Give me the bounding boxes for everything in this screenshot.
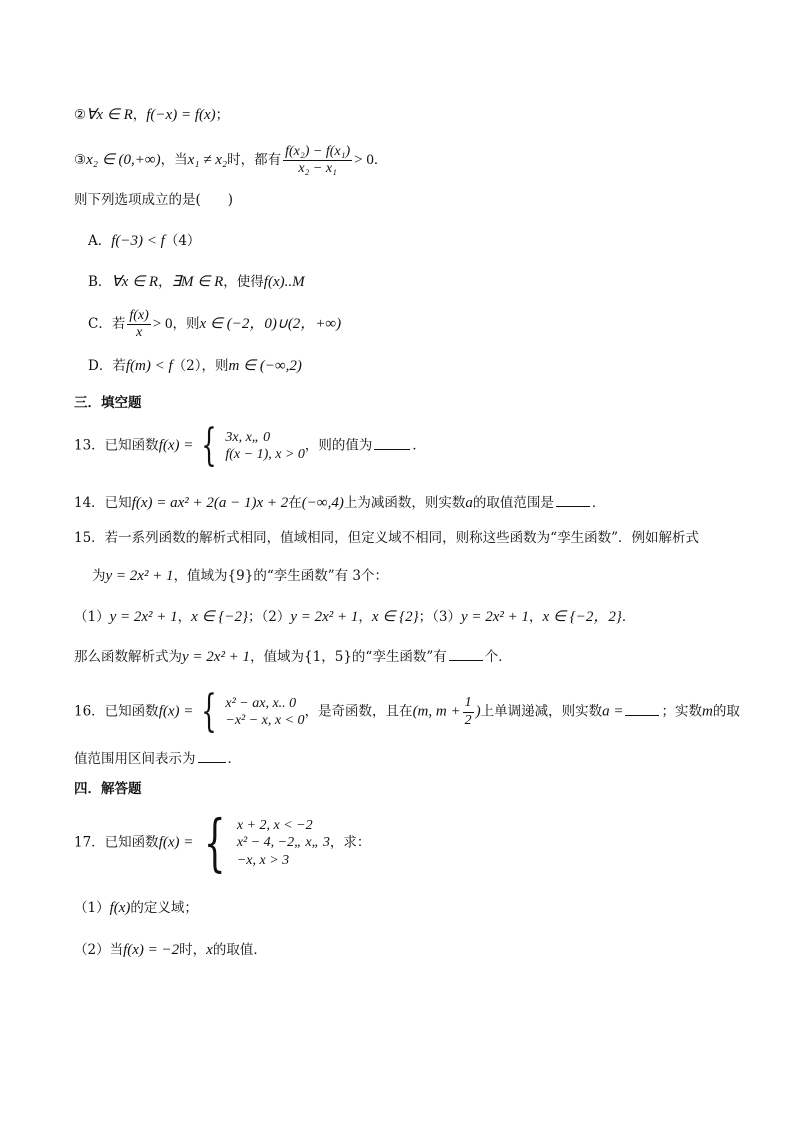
option-b-math1: ∀x ∈ R <box>111 274 159 290</box>
q14-math1: f(x) = ax² + 2(a − 1)x + 2 <box>131 495 289 511</box>
q13-cases <box>225 429 305 464</box>
q15-l3-h: x ∈ {2} <box>371 609 419 625</box>
q16-piecewise <box>193 686 305 737</box>
q15-l4post: 个． <box>484 649 512 665</box>
q16-case2: −x² − x, x < 0 <box>225 713 305 728</box>
q16-fx: f(x) = <box>158 703 194 720</box>
q17-p2pre: （2）当 <box>74 942 124 958</box>
cond3-frac-num: f(x₂) − f(x₁) <box>283 144 352 161</box>
q15-l3-e: ；（2） <box>248 609 291 625</box>
question-stem: 则下列选项成立的是( ) <box>74 192 234 208</box>
option-b-text2: ，使得 <box>223 274 264 290</box>
q14-blank[interactable] <box>556 494 590 507</box>
q17-p2math: f(x) = −2 <box>123 942 180 958</box>
q17-pre: 17．已知函数 <box>74 834 159 851</box>
q15-blank[interactable] <box>449 648 483 661</box>
q17-part2 <box>74 941 267 959</box>
q15-l4pre: 那么函数解析式为 <box>74 649 182 665</box>
cond2-math1: ∀x ∈ R <box>86 107 133 123</box>
q16-text1: ，是奇函数，且在 <box>304 703 413 720</box>
question-14: 14．已知f(x) = ax² + 2(a − 1)x + 2在(−∞,4)上为减函数，则实数a的取值范围是 ． <box>74 495 606 511</box>
q15-l3-i: ；（3） <box>418 609 461 625</box>
option-c-frac-num: f(x) <box>127 308 150 325</box>
option-b <box>88 273 305 291</box>
option-d-math1: f(m) < f <box>125 358 173 374</box>
cond3-frac-den: x₂ − x₁ <box>298 161 337 177</box>
option-c-label: C．若 <box>88 316 126 333</box>
q17-p2mid: 时， <box>179 942 207 958</box>
question-16 <box>74 686 740 737</box>
q14-math3: a <box>465 495 473 511</box>
q16-frac-den: 2 <box>464 712 472 728</box>
q15-l2math: y = 2x² + 1 <box>105 568 174 584</box>
q16-text2: 上单调递减，则实数 <box>480 703 603 720</box>
q17-p1post: 的定义域； <box>130 900 198 916</box>
q13-case2: f(x − 1), x > 0 <box>225 447 305 462</box>
option-a-math: f(−3) < f <box>111 233 165 249</box>
q15-line3 <box>74 608 635 626</box>
cond3-text2: 时，都有 <box>227 152 282 169</box>
option-c-text1: ，则 <box>172 316 200 333</box>
q17-p2x: x <box>206 942 213 958</box>
q15-l3-m: ． <box>621 609 636 625</box>
cond3-tag: ③ <box>74 152 87 169</box>
q16-interval: (m, m + <box>412 703 461 720</box>
q16-math3: a = <box>602 703 624 720</box>
q14-math2: (−∞,4) <box>301 495 344 511</box>
q15-line2 <box>92 567 388 585</box>
option-c-math2: x ∈ (−2，0)∪(2，+∞) <box>199 316 342 333</box>
option-c <box>88 308 341 341</box>
cond2-math2: f(−x) = f(x) <box>146 107 216 123</box>
option-b-label: B． <box>88 274 112 290</box>
q15-l3-d: x ∈ {−2} <box>191 609 248 625</box>
option-d-label: D．若 <box>88 358 126 374</box>
q15-l3-c: ， <box>177 609 192 625</box>
q16-blank-a[interactable] <box>625 703 659 716</box>
q15-line4 <box>74 648 512 666</box>
q13-piecewise <box>193 420 305 471</box>
q16-text3: ；实数 <box>661 703 702 720</box>
q16-text4: 的取 <box>712 703 740 720</box>
q17-fx: f(x) = <box>158 834 194 851</box>
condition-3 <box>74 144 387 177</box>
section-3-heading: 三．填空题 <box>74 395 142 411</box>
question-13: 13．已知函数f(x) = { 3x, x„ 0 f(x − 1), x > 0 ，则的值为 ． <box>74 420 426 471</box>
q13-blank[interactable] <box>374 437 410 450</box>
q17-post: ，求： <box>329 834 371 851</box>
cond3-math1: x₂ ∈ (0,+∞) <box>86 152 161 169</box>
q15-l2pre: 为 <box>92 568 106 584</box>
option-d-math2: m ∈ (−∞,2) <box>228 358 302 374</box>
q17-p2post: 的取值． <box>212 942 267 958</box>
q15-l3-f: y = 2x² + 1 <box>290 609 359 625</box>
cond3-text1: ，当 <box>160 152 188 169</box>
q15-l4mid: ，值域为{1，5}的“孪生函数”有 <box>250 649 447 665</box>
option-a-label: A． <box>88 233 112 249</box>
question-17 <box>74 806 371 879</box>
q16-math4: m <box>701 703 713 720</box>
q17-case3: −x, x > 3 <box>236 852 290 868</box>
q15-l3-b: y = 2x² + 1 <box>109 609 178 625</box>
q15-l2post: ，值域为{9}的“孪生函数”有 3个： <box>173 568 389 584</box>
q13-post: ，则的值为 <box>304 437 373 454</box>
option-c-fraction <box>127 308 150 341</box>
q14-text3: 的取值范围是 <box>472 495 554 511</box>
cond2-sep: ， <box>132 107 147 123</box>
option-a-text: （4） <box>164 233 201 249</box>
q16-l2: 值范围用区间表示为 <box>74 751 196 767</box>
q15-l3-g: ， <box>358 609 372 625</box>
option-a <box>88 232 200 250</box>
option-c-frac-den: x <box>135 325 143 341</box>
cond3-math2: x₁ ≠ x₂ <box>187 152 228 169</box>
cond3-fraction <box>283 144 352 177</box>
q14-text1: 在 <box>288 495 302 511</box>
q16-cases <box>225 695 304 730</box>
section-4-heading: 四．解答题 <box>74 781 142 797</box>
q13-case1: 3x, x„ 0 <box>225 429 271 445</box>
option-c-math1: > 0 <box>152 316 173 333</box>
condition-2 <box>74 106 229 124</box>
option-b-text1: ， <box>158 274 172 290</box>
q15-l3-l: x ∈ {−2，2} <box>542 609 622 625</box>
cond3-end: ． <box>373 152 388 169</box>
q17-brace: { <box>204 806 226 879</box>
q16-brace: { <box>201 686 218 737</box>
q16-frac-num: 1 <box>463 695 474 712</box>
q15-l3-k: ， <box>529 609 543 625</box>
q14-pre: 14．已知 <box>74 495 132 511</box>
q16-blank-m[interactable] <box>198 750 226 763</box>
q15-l3-j: y = 2x² + 1 <box>460 609 530 625</box>
q14-text2: 上为减函数，则实数 <box>343 495 466 511</box>
q16-fraction <box>463 695 474 728</box>
q13-brace: { <box>201 420 218 471</box>
q16-case1: x² − ax, x.. 0 <box>225 695 297 711</box>
q13-pre: 13．已知函数 <box>74 437 159 454</box>
q17-p1math: f(x) <box>109 900 131 916</box>
option-d <box>88 357 302 375</box>
q15-line1: 15．若一系列函数的解析式相同，值域相同，但定义域不相同，则称这些函数为“孪生函数”．例如解析式 <box>74 530 699 546</box>
q17-case2: x² − 4, −2„ x„ 3 <box>236 835 330 851</box>
q17-case1: x + 2, x < −2 <box>236 817 313 833</box>
cond2-tag: ② <box>74 107 87 123</box>
q17-p1pre: （1） <box>74 900 110 916</box>
q17-piecewise <box>193 806 330 879</box>
option-b-math2: ∃M ∈ R <box>171 274 224 290</box>
cond3-math3: > 0 <box>354 152 374 169</box>
cond2-end: ； <box>215 107 230 123</box>
option-d-text1: （2），则 <box>172 358 229 374</box>
q15-l3-a: （1） <box>74 609 110 625</box>
q13-fx: f(x) = <box>158 437 194 454</box>
q16-interval-close: ) <box>475 703 481 720</box>
q15-l4math: y = 2x² + 1 <box>182 649 251 665</box>
q17-part1 <box>74 899 198 917</box>
option-b-math3: f(x)..M <box>263 274 305 290</box>
q16-line2: 值范围用区间表示为 ． <box>74 751 241 767</box>
q16-pre: 16．已知函数 <box>74 703 159 720</box>
q17-cases <box>237 817 330 870</box>
